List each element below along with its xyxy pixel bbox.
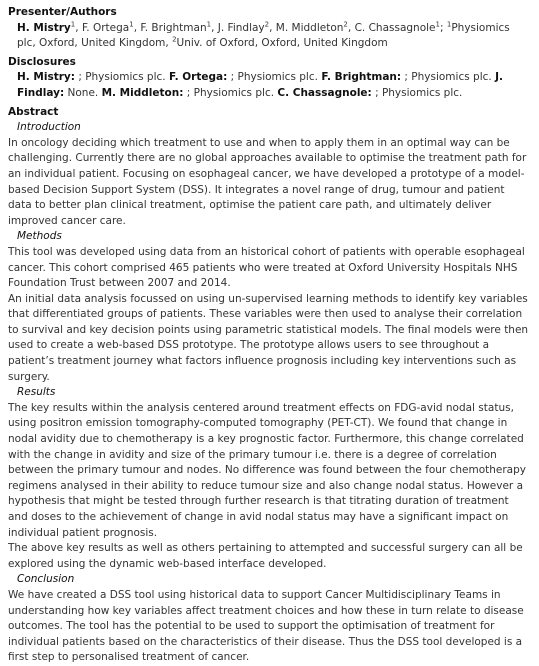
- disclosure-name: H. Mistry:: [17, 71, 75, 84]
- author-sup: 1: [70, 20, 76, 29]
- disclosure-name: C. Chassagnole:: [277, 86, 372, 99]
- conclusion-text: We have created a DSS tool using historical data to support Cancer Multidisciplinary Teams in understanding how key variables affect treatment choices and how these in turn relate to disease outcomes. The tool has the potential to be used to support the optimisation of treatment for individual patients based on the characteristics of their disease. Thus the DSS tool developed is a first step to personalised treatment of cancer.: [8, 588, 524, 664]
- disclosures-block: [17, 70, 531, 101]
- author-name: M. Middleton: [275, 21, 344, 34]
- introduction-heading: Introduction: [17, 121, 81, 134]
- methods-heading: Methods: [17, 230, 62, 243]
- author-sup: 2: [264, 20, 270, 29]
- author-name: J. Findlay: [217, 21, 265, 34]
- disclosure-value: ; Physiomics plc.: [74, 71, 166, 84]
- author-sup: 1: [435, 20, 440, 29]
- disclosure-value: ; Physiomics plc.: [183, 86, 275, 99]
- disclosure-name: M. Middleton:: [101, 86, 184, 99]
- abstract-heading: Abstract: [8, 105, 59, 118]
- introduction-text: In oncology deciding which treatment to use and when to apply them in an optimal way can be challenging. Currently there are no global approaches available to optimise the treatment path for an individual patient. Focusing on esophageal cancer, we have developed a prototype of a model-based Decision Support System (DSS). It integrates a novel range of drug, tumour and patient data to better plan clinical treatment, optimise the patient care path, and ultimately deliver improved cancer care.: [8, 136, 527, 227]
- author-sup: 1: [206, 20, 212, 29]
- disclosure-value: ; Physiomics plc.: [227, 71, 318, 84]
- disclosure-name: F. Ortega:: [168, 71, 228, 84]
- results-text: The key results within the analysis centered around treatment effects on FDG-avid nodal status, using positron emission tomography-computed tomography (PET-CT). We found that change in nodal avidity due to chemotherapy is a key prognostic factor. Furthermore, this change correlated with the change in avidity and size of the primary tumour i.e. there is a degree of correlation between the primary tumour and nodes. No difference was found between the four chemotherapy regimens analysed in their ability to reduce tumour size and also change nodal status. However a hypothesis that might be tested through further research is that titrating duration of treatment and doses to the achievement of change in avid nodal status may have a significant impact on individual patient prognosis.: [8, 401, 526, 539]
- results-text: The above key results as well as others pertaining to attempted and successful surgery can all be explored using the dynamic web-based interface developed.: [8, 542, 523, 570]
- affiliation-sup: 1: [446, 20, 452, 29]
- author-name: F. Brightman: [140, 21, 207, 34]
- author-name: F. Ortega: [81, 21, 130, 34]
- presenter-heading: Presenter/Authors: [8, 6, 117, 18]
- author-name: C. Chassagnole: [354, 21, 436, 34]
- authors-block: H. Mistry$^1$, F. Ortega$^1$, F. Brightman$^1$, J. Findlay$^2$, M. Middleton$^2$, C. Chassagnole$^1$; $^1$Physiomics plc, Oxford, United Kingdom, $^2$Univ. of Oxford, Oxford, United Kingdom: [17, 20, 510, 50]
- author-sup: 1: [129, 20, 134, 29]
- affiliation: Physiomics plc, Oxford, United Kingdom,: [17, 21, 510, 50]
- disclosure-value: ; Physiomics plc.: [371, 86, 463, 99]
- author-sup: 2: [343, 20, 348, 29]
- disclosure-value: ; Physiomics plc.: [401, 71, 492, 84]
- methods-text: An initial data analysis focussed on using un-supervised learning methods to identify key variables that differentiated groups of patients. These variables were then used to analyse their correlation to survival and key decision points using parametric statistical models. The final models were then used to create a web-based DSS prototype. The prototype allows users to see throughout a patient’s treatment journey what factors influence prognosis including key interventions such as surgery.: [8, 292, 529, 383]
- conclusion-heading: Conclusion: [17, 573, 75, 586]
- disclosure-value: None.: [64, 86, 99, 99]
- disclosure-name: J. Findlay:: [17, 71, 503, 99]
- disclosure-name: F. Brightman:: [321, 71, 402, 84]
- author-name: H. Mistry: [17, 21, 71, 34]
- affiliation: Univ. of Oxford, Oxford, United Kingdom: [176, 37, 388, 50]
- methods-text: This tool was developed using data from an historical cohort of patients with operable esophageal cancer. This cohort comprised 465 patients who were treated at Oxford University Hospitals NHS Foundation Trust between 2007 and 2014.: [8, 245, 525, 290]
- affiliation-sup: 2: [172, 35, 177, 44]
- disclosures-heading: Disclosures: [8, 55, 76, 68]
- results-heading: Results: [17, 386, 56, 399]
